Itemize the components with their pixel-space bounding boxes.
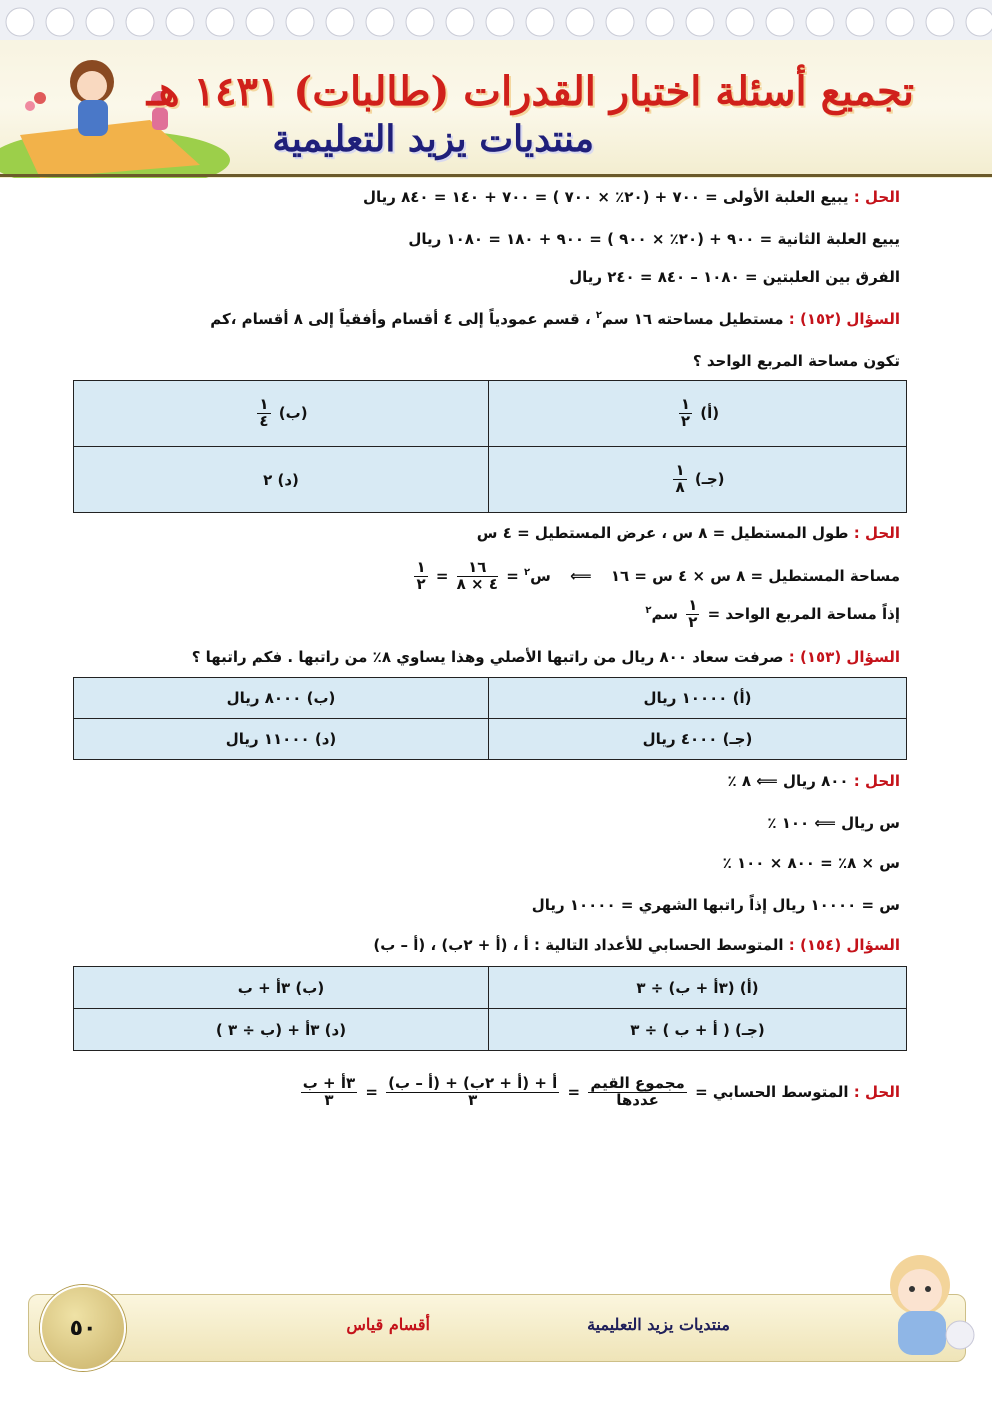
q153-text: صرفت سعاد ٨٠٠ ريال من راتبها الأصلي وهذا يساوي ٨٪ من راتبها . فكم راتبها ؟: [191, 648, 784, 666]
frac-den: ٤ × ٨: [456, 574, 498, 593]
baby-illustration: [870, 1245, 980, 1370]
frac-den: ٣: [324, 1090, 334, 1109]
fraction: [457, 560, 498, 593]
frac-den: ٢: [416, 574, 426, 593]
option-label: (أ): [700, 404, 720, 422]
q152-option-c[interactable]: [489, 447, 907, 513]
q152-options-table: [73, 380, 907, 513]
q152-sup: ٢: [595, 310, 602, 321]
frac-num: ١: [416, 558, 426, 576]
page-title: تجميع أسئلة اختبار القدرات (طالبات) ١٤٣١ هـ: [146, 68, 914, 115]
equals: =: [435, 566, 449, 585]
solution-label: الحل :: [853, 1082, 900, 1101]
q154-question: [373, 936, 900, 954]
q154-option-b[interactable]: (ب) ٣أ + ب: [74, 967, 489, 1009]
q152-text-b: ، قسم عمودياً إلى ٤ أقسام وأفقياً إلى ٨ أقسام ،كم: [210, 310, 591, 328]
solution-label: الحل :: [853, 772, 900, 790]
unit: سم: [651, 604, 678, 623]
q152-option-d[interactable]: (د) ٢: [74, 447, 489, 513]
q151-solution-line2: يبيع العلبة الثانية = ٩٠٠ + (٢٠٪ × ٩٠٠ ) = ٩٠٠ + ١٨٠ = ١٠٨٠ ريال: [408, 230, 900, 248]
frac-num: ١: [688, 596, 698, 614]
q152-solution-line3: [645, 598, 900, 631]
q151-solution-text1: يبيع العلبة الأولى = ٧٠٠ + (٢٠٪ × ٧٠٠ ) = ٧٠٠ + ١٤٠ = ٨٤٠ ريال: [362, 188, 849, 206]
fraction: [386, 1076, 559, 1109]
q152-option-b[interactable]: [74, 381, 489, 447]
header-divider: [0, 174, 992, 177]
frac-den: ٢: [680, 412, 691, 430]
q153-solution-line2: س ريال ⟸ ١٠٠ ٪: [767, 814, 900, 832]
solution-label: الحل :: [853, 524, 900, 542]
frac-den: ٣: [468, 1090, 478, 1109]
fraction: [414, 560, 427, 593]
solution-label: الحل :: [853, 188, 900, 206]
sup-2: ٢: [524, 566, 531, 578]
q154-label: السؤال (١٥٤) :: [788, 936, 900, 954]
q153-solution-line1: [727, 772, 900, 790]
q152-text-a: مستطيل مساحته ١٦ سم: [602, 310, 784, 328]
q153-solution-text1: ٨٠٠ ريال ⟸ ٨ ٪: [727, 772, 849, 790]
q152-solution-line2: [411, 560, 900, 593]
page-number: ٥٠: [40, 1285, 126, 1371]
frac-num: مجموع القيم: [590, 1074, 685, 1092]
frac-num: ١: [680, 395, 691, 414]
q152-label: السؤال (١٥٢) :: [788, 310, 900, 328]
q153-option-a[interactable]: (أ) ١٠٠٠٠ ريال: [489, 678, 907, 719]
frac-num: ١٦: [457, 560, 498, 577]
q154-solution: [298, 1076, 900, 1109]
page-header: [0, 0, 992, 178]
footer-bar: [28, 1294, 966, 1362]
lace-border: [0, 0, 992, 40]
equals: =: [365, 1082, 378, 1101]
q151-solution-line1: [363, 188, 900, 206]
footer-forum-name: منتديات يزيد التعليمية: [587, 1315, 730, 1334]
q153-option-b[interactable]: (ب) ٨٠٠٠ ريال: [74, 678, 489, 719]
q154-options-table: [73, 966, 907, 1051]
q151-solution-line3: الفرق بين العلبتين = ١٠٨٠ – ٨٤٠ = ٢٤٠ ريال: [569, 268, 900, 286]
q152-solution-line1: [477, 524, 900, 542]
footer-category: أقسام قياس: [346, 1315, 430, 1334]
q153-question: [192, 648, 900, 666]
frac-num: أ + (أ + ٢ب) + (أ – ب): [388, 1074, 558, 1092]
q153-options-table: [73, 677, 907, 760]
equals: =: [506, 566, 519, 585]
q154-text: المتوسط الحسابي للأعداد التالية : أ ، (أ + ٢ب) ، (أ – ب): [373, 936, 784, 954]
q152-result-text: إذاً مساحة المربع الواحد =: [707, 604, 900, 623]
fraction: [686, 598, 699, 631]
frac-den: ٤: [259, 412, 269, 430]
q154-option-d[interactable]: (د) ٣أ + (ب ÷ ٣ ): [74, 1009, 489, 1051]
q152-solution-text1: طول المستطيل = ٨ س ، عرض المستطيل = ٤ س: [476, 524, 849, 542]
q153-option-c[interactable]: (جـ) ٤٠٠٠ ريال: [489, 719, 907, 760]
page-subtitle: منتديات يزيد التعليمية: [272, 118, 594, 160]
fraction: [673, 463, 686, 496]
q153-option-d[interactable]: (د) ١١٠٠٠ ريال: [74, 719, 489, 760]
q153-label: السؤال (١٥٣) :: [788, 648, 900, 666]
q154-lhs: المتوسط الحسابي =: [695, 1082, 849, 1101]
q154-option-c[interactable]: (جـ) ( أ + ب ) ÷ ٣: [489, 1009, 907, 1051]
fraction: [257, 397, 270, 430]
q152-question-line1: [210, 310, 900, 328]
frac-den: ٨: [675, 478, 685, 496]
fraction: [301, 1076, 357, 1109]
option-label: (جـ): [694, 470, 725, 488]
frac-num: ١: [259, 395, 269, 414]
q153-solution-line3: س × ٨٪ = ٨٠٠ × ١٠٠ ٪: [722, 854, 900, 872]
fraction: [679, 397, 692, 430]
implies-arrow: ⟸: [570, 566, 592, 585]
equals: =: [567, 1082, 581, 1101]
fraction: [588, 1076, 686, 1109]
frac-num: ١: [675, 461, 685, 480]
frac-den: عددها: [616, 1090, 659, 1109]
sup-2: ٢: [645, 604, 652, 616]
q153-solution-line4: س = ١٠٠٠٠ ريال إذاً راتبها الشهري = ١٠٠٠٠ ريال: [531, 896, 900, 914]
s-squared: س: [530, 566, 551, 585]
q154-option-a[interactable]: (أ) (٣أ + ب) ÷ ٣: [489, 967, 907, 1009]
q152-area-text: مساحة المستطيل = ٨ س × ٤ س = ١٦: [610, 566, 900, 585]
q152-option-a[interactable]: [489, 381, 907, 447]
option-label: (ب): [278, 404, 308, 422]
frac-den: ٢: [688, 612, 698, 631]
frac-num: ٣أ + ب: [302, 1074, 356, 1092]
q152-question-line2: تكون مساحة المربع الواحد ؟: [692, 352, 900, 370]
